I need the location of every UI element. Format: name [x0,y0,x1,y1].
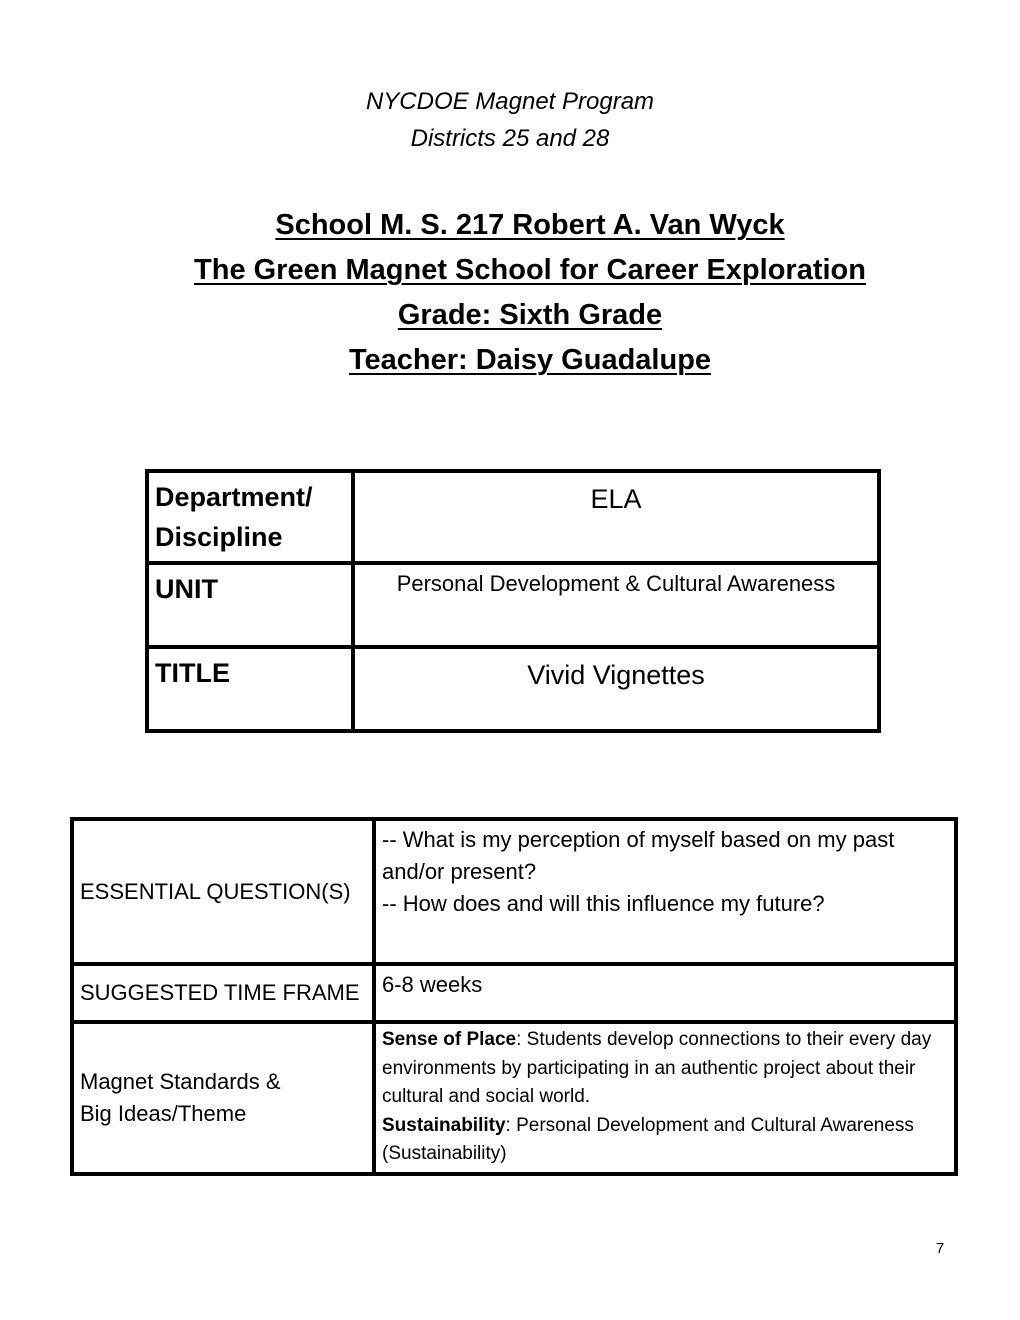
department-label-line2: Discipline [155,522,283,552]
essential-questions-row [72,819,956,964]
sense-of-place-entry [382,1026,948,1112]
unit-value: Personal Development & Cultural Awareness [353,563,879,647]
sense-of-place-term: Sense of Place [382,1029,517,1050]
program-title: NYCDOE Magnet Program [365,88,655,115]
time-frame-label: SUGGESTED TIME FRAME [72,964,374,1022]
title-label: TITLE [147,647,353,731]
time-frame-value: 6-8 weeks [374,964,956,1022]
essential-questions-value [374,819,956,964]
sustainability-entry [382,1112,948,1169]
department-label [147,471,353,563]
standards-label [72,1022,374,1174]
unit-label: UNIT [147,563,353,647]
essential-questions-label: ESSENTIAL QUESTION(S) [72,819,374,964]
title-row [147,647,879,731]
department-value: ELA [353,471,879,563]
department-label-line1: Department/ [155,482,313,512]
time-frame-row [72,964,956,1022]
essential-question-1: -- What is my perception of myself based on my past and/or present? [382,827,895,884]
school-name-heading: The Green Magnet School for Career Exploration [194,254,866,286]
department-row [147,471,879,563]
unit-row [147,563,879,647]
standards-label-line1: Magnet Standards & [80,1068,281,1094]
sustainability-term: Sustainability [382,1114,506,1136]
standards-value [374,1022,956,1174]
school-heading: School M. S. 217 Robert A. Van Wyck [275,209,785,241]
grade-heading: Grade: Sixth Grade [397,299,663,331]
standards-label-line2: Big Ideas/Theme [80,1100,247,1126]
unit-details-table [70,817,958,1176]
course-info-table [145,469,881,733]
title-value: Vivid Vignettes [353,647,879,731]
districts-line: Districts 25 and 28 [410,125,610,152]
standards-row [72,1022,956,1174]
essential-question-2: -- How does and will this influence my future? [382,891,825,916]
sense-of-place-text: : Students develop connections to their every day environments by participating in an authentic project about their cultural and social world. [382,1029,932,1107]
teacher-heading: Teacher: Daisy Guadalupe [348,344,712,376]
page-number: 7 [935,1240,945,1257]
sustainability-text: : Personal Development and Cultural Awareness (Sustainability) [382,1114,914,1164]
